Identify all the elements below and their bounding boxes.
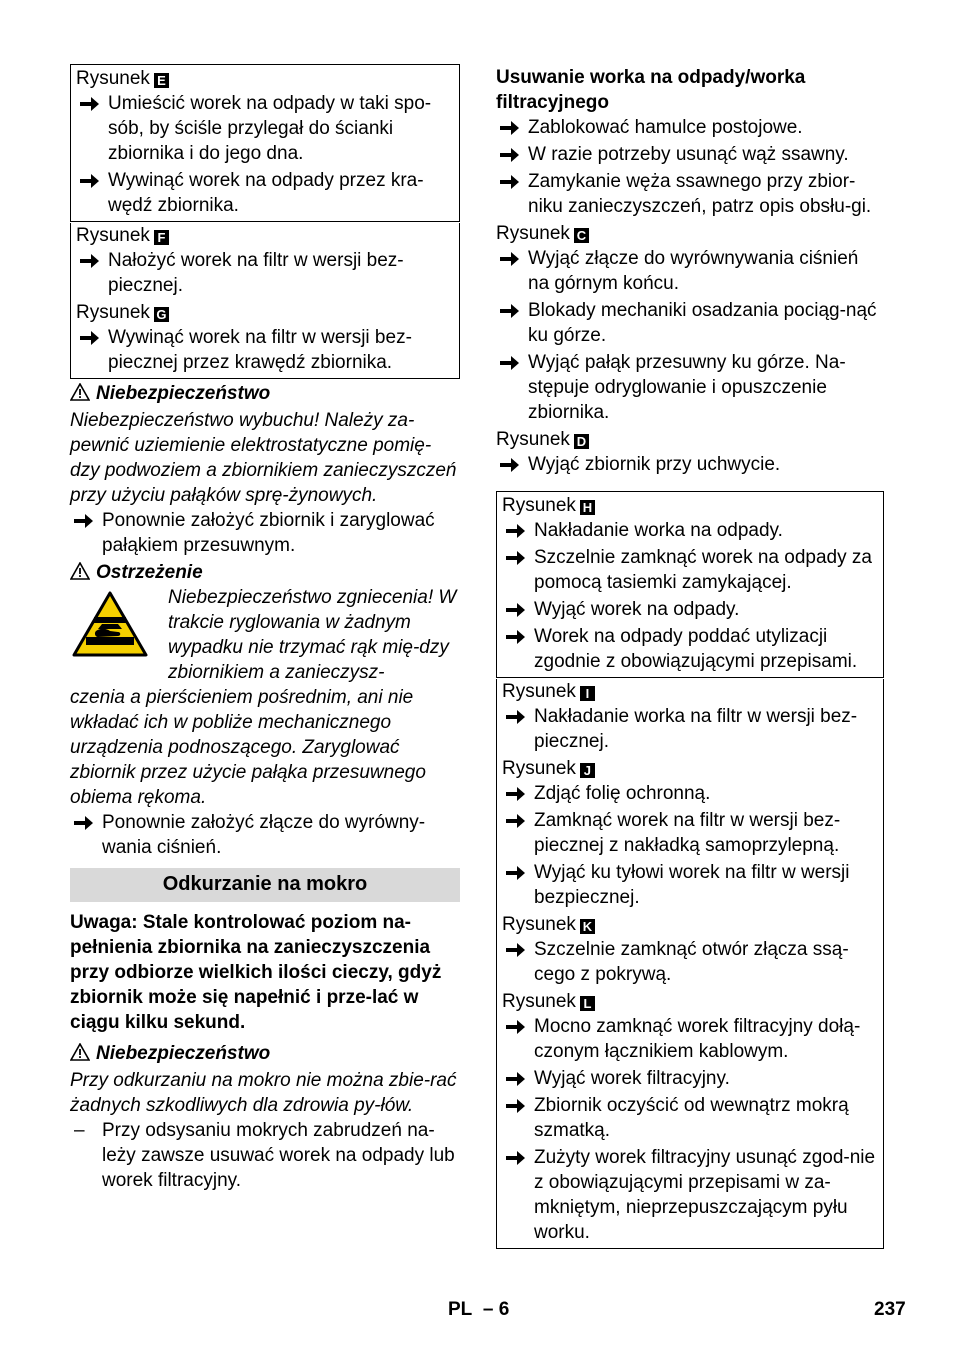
instruction-step: Zamykanie węża ssawnego przy zbior-niku zanieczyszczeń, patrz opis obsłu-gi. <box>496 169 884 219</box>
warning-triangle-icon <box>70 383 90 401</box>
instruction-step: Zablokować hamulce postojowe. <box>496 115 884 140</box>
instruction-step: Mocno zamknąć worek filtracyjny dołą-czonym łącznikiem kablowym. <box>502 1014 879 1064</box>
arrow-right-icon <box>506 1150 526 1166</box>
arrow-right-icon <box>506 865 526 881</box>
instruction-step: Wyjąć pałąk przesuwny ku górze. Na-stępuje odryglowanie i opuszczenie zbiornika. <box>496 350 884 425</box>
dash-marker: – <box>74 1120 85 1141</box>
arrow-right-icon <box>506 1019 526 1035</box>
section-heading: Usuwanie worka na odpady/worka filtracyjnego <box>496 67 806 113</box>
instruction-step: Zbiornik oczyścić od wewnątrz mokrą szmatką. <box>502 1093 879 1143</box>
danger-text: Niebezpieczeństwo wybuchu! Należy za-pewnić uziemienie elektrostatyczne pomię-dzy podwoziem a zbiornikiem zanieczyszczeń przy użyciu pałąków sprę-żynowych. <box>70 410 457 506</box>
section-title-bar: Odkurzanie na mokro <box>70 868 460 902</box>
instruction-step: Zdjąć folię ochronną. <box>502 781 879 806</box>
arrow-right-icon <box>506 786 526 802</box>
figure-box-h <box>496 491 884 678</box>
figure-ref-f: Rysunek F <box>76 223 455 248</box>
figure-ref-j: Rysunek J <box>502 756 879 781</box>
arrow-right-icon <box>80 253 100 269</box>
arrow-right-icon <box>500 355 520 371</box>
arrow-right-icon <box>74 815 94 831</box>
figure-ref-k: Rysunek K <box>502 912 879 937</box>
arrow-right-icon <box>506 523 526 539</box>
arrow-right-icon <box>506 602 526 618</box>
instruction-step: Wyjąć ku tyłowi worek na filtr w wersji bezpiecznej. <box>502 860 879 910</box>
right-column <box>496 64 884 1249</box>
instruction-step: Wyjąć złącze do wyrównywania ciśnień na górnym końcu. <box>496 246 884 296</box>
figure-ref-e: Rysunek E <box>76 66 455 91</box>
arrow-right-icon <box>74 513 94 529</box>
dash-list-item: – Przy odsysaniu mokrych zabrudzeń na-leży zawsze usuwać worek na odpady lub worek filtracyjny. <box>74 1120 455 1191</box>
arrow-right-icon <box>500 120 520 136</box>
instruction-step: Wywinąć worek na odpady przez kra-wędź zbiornika. <box>76 168 455 218</box>
figure-ref-i: Rysunek I <box>502 679 879 704</box>
arrow-right-icon <box>506 813 526 829</box>
instruction-step: Nakładanie worka na odpady. <box>502 518 879 543</box>
footer-language: PL – 6 <box>448 1299 510 1320</box>
figure-ref-g: Rysunek G <box>76 300 455 325</box>
arrow-right-icon <box>506 550 526 566</box>
arrow-right-icon <box>80 96 100 112</box>
figure-ref-c: Rysunek C <box>496 221 884 246</box>
instruction-step: Wyjąć zbiornik przy uchwycie. <box>496 452 884 477</box>
warning-triangle-icon <box>70 562 90 580</box>
figure-letter-badge: F <box>154 230 169 245</box>
instruction-step: Szczelnie zamknąć worek na odpady za pomocą tasiemki zamykającej. <box>502 545 879 595</box>
instruction-step: Zużyty worek filtracyjny usunąć zgod-nie z obowiązującymi przepisami w za-mkniętym, nieprzepuszczającym pyłu worku. <box>502 1145 879 1245</box>
arrow-right-icon <box>80 330 100 346</box>
instruction-step: Wyjąć worek filtracyjny. <box>502 1066 879 1091</box>
figure-box-e <box>70 64 460 222</box>
figure-letter-badge: D <box>574 434 589 449</box>
danger-heading: Niebezpieczeństwo <box>70 1041 460 1066</box>
left-column <box>70 64 460 1195</box>
caution-text-top: Niebezpieczeństwo zgniecenia! W trakcie ryglowania w żadnym wypadku nie trzymać rąk mię-dzy zbiornikiem a zanieczysz- <box>168 587 457 683</box>
figure-letter-badge: C <box>574 228 589 243</box>
instruction-step: W razie potrzeby usunąć wąż ssawny. <box>496 142 884 167</box>
figure-ref-h: Rysunek H <box>502 493 879 518</box>
caution-block <box>70 585 460 810</box>
arrow-right-icon <box>506 942 526 958</box>
figure-letter-badge: K <box>580 919 595 934</box>
arrow-right-icon <box>506 629 526 645</box>
crush-hazard-icon <box>72 591 148 657</box>
danger-text: Przy odkurzaniu na mokro nie można zbie-rać żadnych szkodliwych dla zdrowia py-łów. <box>70 1070 457 1116</box>
note-bold: Uwaga: Stale kontrolować poziom na-pełnienia zbiornika na zanieczyszczenia przy odbiorze wielkich ilości cieczy, gdyż zbiornik może się napełnić i prze-lać w ciągu kilku sekund. <box>70 912 442 1033</box>
instruction-step: Szczelnie zamknąć otwór złącza ssą-cego z pokrywą. <box>502 937 879 987</box>
figure-box-f-g <box>70 223 460 379</box>
figure-letter-badge: J <box>580 763 595 778</box>
arrow-right-icon <box>500 457 520 473</box>
figure-letter-badge: H <box>580 500 595 515</box>
arrow-right-icon <box>500 303 520 319</box>
instruction-step: Worek na odpady poddać utylizacji zgodnie z obowiązującymi przepisami. <box>502 624 879 674</box>
caution-text-rest: czenia a pierścieniem pośrednim, ani nie wkładać ich w pobliże mechanicznego urządzenia podnoszącego. Zaryglować zbiornik przez użycie pałąka przesuwnego obiema rękoma. <box>70 687 426 808</box>
instruction-step: Nakładanie worka na filtr w wersji bez-piecznej. <box>502 704 879 754</box>
arrow-right-icon <box>80 173 100 189</box>
figure-ref-d: Rysunek D <box>496 427 884 452</box>
arrow-right-icon <box>500 147 520 163</box>
figure-letter-badge: L <box>580 996 595 1011</box>
figure-ref-l: Rysunek L <box>502 989 879 1014</box>
arrow-right-icon <box>500 251 520 267</box>
figure-box-i-l <box>496 679 884 1249</box>
figure-letter-badge: E <box>154 73 169 88</box>
instruction-step: Ponownie założyć zbiornik i zaryglować pałąkiem przesuwnym. <box>70 508 460 558</box>
page-number: 237 <box>874 1299 906 1320</box>
warning-triangle-icon <box>70 1043 90 1061</box>
instruction-step: Umieścić worek na odpady w taki spo-sób, by ściśle przylegał do ścianki zbiornika i do jego dna. <box>76 91 455 166</box>
instruction-step: Wywinąć worek na filtr w wersji bez-piecznej przez krawędź zbiornika. <box>76 325 455 375</box>
arrow-right-icon <box>506 1071 526 1087</box>
arrow-right-icon <box>506 709 526 725</box>
figure-letter-badge: G <box>154 307 169 322</box>
caution-heading: Ostrzeżenie <box>70 560 460 585</box>
arrow-right-icon <box>500 174 520 190</box>
figure-letter-badge: I <box>580 686 595 701</box>
instruction-step: Zamknąć worek na filtr w wersji bez-piecznej z nakładką samoprzylepną. <box>502 808 879 858</box>
danger-heading: Niebezpieczeństwo <box>70 381 460 406</box>
instruction-step: Wyjąć worek na odpady. <box>502 597 879 622</box>
instruction-step: Ponownie założyć złącze do wyrówny-wania ciśnień. <box>70 810 460 860</box>
arrow-right-icon <box>506 1098 526 1114</box>
instruction-step: Nałożyć worek na filtr w wersji bez-piecznej. <box>76 248 455 298</box>
instruction-step: Blokady mechaniki osadzania pociąg-nąć ku górze. <box>496 298 884 348</box>
